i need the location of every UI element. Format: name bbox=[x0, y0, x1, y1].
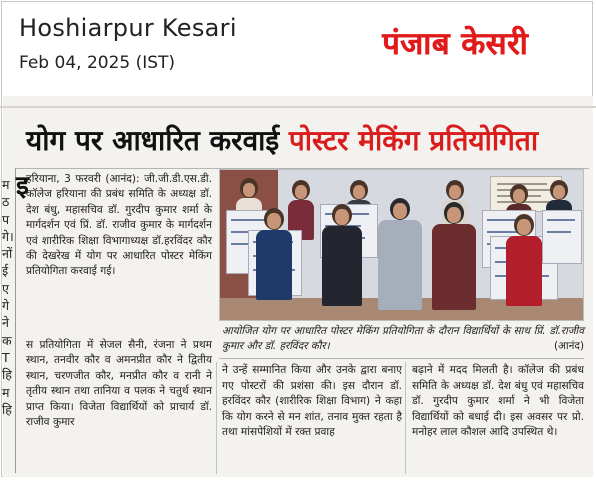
article-paragraph-2: स प्रतियोगिता में सेजल सैनी, रंजना ने प्रथम स्थान, तनवीर कौर व अमनप्रीत कौर ने द्वितीय स्थान, चरणजीत कौर, मनप्रीत कौर व रानी ने तृतीय स्थान तथा तानिया व पलक ने चतुर्थ स्थान प्राप्त किया। विजेता विद्यार्थियों को प्राचार्य डॉ. राजीव कुमार bbox=[26, 339, 212, 429]
adjacent-column-fragment: म ठ प गे। नों ई ए गे ने क T हि म हि bbox=[2, 177, 14, 417]
article-paragraph-3: ने उन्हें सम्मानित किया और उनके द्वारा बनाए गए पोस्टरों की प्रशंसा की। इस दौरान डॉ. हरविंदर कौर (शारीरिक शिक्षा विभाग) ने कहा कि योग करने से मन शांत, तनाव मुक्त रहता है तथा मांसपेशियों में रक्त प्रवाह bbox=[222, 364, 402, 439]
headline-highlight: पोस्टर मेकिंग प्रतियोगिता bbox=[288, 124, 539, 157]
drop-cap: इ bbox=[16, 171, 29, 201]
photo-caption bbox=[222, 324, 584, 356]
photo-credit: (आनंद) bbox=[553, 340, 584, 352]
masthead-logo: पंजाब केसरी bbox=[381, 26, 529, 62]
top-edge-strip bbox=[0, 106, 596, 108]
caption-rule bbox=[219, 358, 584, 359]
column-divider bbox=[405, 362, 406, 474]
article-second-column bbox=[222, 363, 402, 441]
article-photo bbox=[219, 169, 584, 321]
column-divider bbox=[216, 362, 217, 474]
article-paragraph-1: हरियाना, 3 फरवरी (आनंद): जी.जी.डी.एस.डी. कॉलेज हरियाना की प्रबंध समिति के अध्यक्ष डॉ. देश बंधु, महासचिव डॉ. गुरदीप कुमार शर्मा के मार्गदर्शन एवं प्रिं. डॉ. राजीव कुमार के मार्गदर्शन एवं शारीरिक शिक्षा विभागाध्यक्ष डॉ.हरविंदर कौर की देखरेख में योग पर आधारित पोस्टर मेकिंग प्रतियोगिता करवाई गई। bbox=[26, 173, 212, 278]
article-paragraph-4: बढ़ाने में मदद मिलती है। कॉलेज की प्रबंध समिति के अध्यक्ष डॉ. देश बंधु एवं महासचिव डॉ. गुरदीप कुमार शर्मा ने भी विजेता विद्यार्थियों को बधाई दी। इस अवसर पर प्रो. मनोहर लाल कौशल आदि उपस्थित थे। bbox=[412, 364, 584, 439]
article-headline bbox=[26, 120, 586, 162]
publication-date: Feb 04, 2025 (IST) bbox=[19, 53, 176, 73]
poster bbox=[542, 210, 582, 264]
caption-text: आयोजित योग पर आधारित पोस्टर मेकिंग प्रतियोगिता के दौरान विद्यार्थियों के साथ प्रिं. डॉ.राजीव कुमार और डॉ. हरविंदर कौर। bbox=[222, 325, 584, 352]
headline-main: योग पर आधारित करवाई bbox=[26, 124, 280, 157]
article-third-column bbox=[412, 363, 584, 441]
newspaper-name: Hoshiarpur Kesari bbox=[19, 14, 237, 42]
